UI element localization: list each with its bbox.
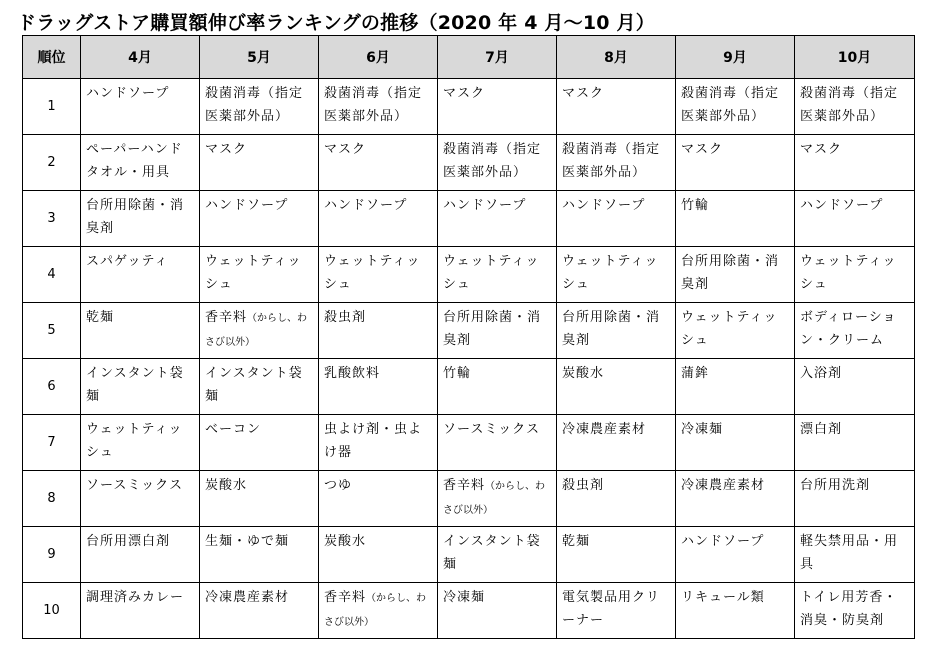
item-label: 台所用洗剤 xyxy=(800,478,871,493)
item-cell xyxy=(557,527,676,583)
item-label: 調理済みカレー xyxy=(86,590,185,605)
item-cell xyxy=(795,303,915,359)
item-cell xyxy=(795,191,915,247)
item-cell xyxy=(81,135,200,191)
column-header-month: 5月 xyxy=(200,36,319,79)
item-cell xyxy=(557,303,676,359)
item-note: （からし、わさび以外） xyxy=(324,593,427,628)
item-label: 冷凍麺 xyxy=(681,422,724,437)
item-label: ハンドソープ xyxy=(324,198,408,213)
item-label: 冷凍麺 xyxy=(443,590,486,605)
item-label: マスク xyxy=(324,142,367,157)
table-row xyxy=(23,247,915,303)
item-cell xyxy=(438,303,557,359)
item-label: 香辛料 xyxy=(205,310,248,325)
item-label: ウェットティッシュ xyxy=(324,254,421,292)
item-label: 漂白剤 xyxy=(800,422,843,437)
item-label: 殺虫剤 xyxy=(324,310,367,325)
rank-cell: 3 xyxy=(23,191,81,247)
item-label: 軽失禁用品・用具 xyxy=(800,534,899,572)
item-label: 殺菌消毒（指定医薬部外品） xyxy=(324,86,423,124)
column-header-month: 7月 xyxy=(438,36,557,79)
item-cell xyxy=(795,415,915,471)
column-header-month: 9月 xyxy=(676,36,795,79)
item-label: ウェットティッシュ xyxy=(443,254,540,292)
item-cell xyxy=(557,247,676,303)
item-label: ハンドソープ xyxy=(562,198,646,213)
item-label: ボディローション・クリーム xyxy=(800,310,897,348)
item-label: インスタント袋麺 xyxy=(443,534,541,572)
column-header-rank: 順位 xyxy=(23,36,81,79)
item-label: ソースミックス xyxy=(86,478,183,493)
page-title: ドラッグストア購買額伸び率ランキングの推移（2020 年 4 月〜10 月） xyxy=(17,12,655,34)
rank-cell: 10 xyxy=(23,583,81,639)
item-cell xyxy=(200,247,319,303)
item-cell xyxy=(200,583,319,639)
item-note: （からし、わさび以外） xyxy=(443,481,546,516)
item-cell xyxy=(438,191,557,247)
item-label: 蒲鉾 xyxy=(681,366,710,381)
ranking-table xyxy=(22,35,915,639)
rank-cell: 4 xyxy=(23,247,81,303)
item-label: 冷凍農産素材 xyxy=(562,422,647,437)
item-cell xyxy=(319,191,438,247)
item-cell xyxy=(200,303,319,359)
item-cell xyxy=(676,191,795,247)
item-label: ウェットティッシュ xyxy=(205,254,302,292)
item-cell xyxy=(81,415,200,471)
item-label: マスク xyxy=(681,142,724,157)
item-label: マスク xyxy=(562,86,605,101)
item-label: 殺菌消毒（指定医薬部外品） xyxy=(800,86,899,124)
item-label: スパゲッティ xyxy=(86,254,169,269)
item-label: インスタント袋麺 xyxy=(86,366,184,404)
table-row xyxy=(23,583,915,639)
item-cell xyxy=(795,359,915,415)
item-label: ハンドソープ xyxy=(86,86,170,101)
item-cell xyxy=(438,415,557,471)
item-label: 竹輪 xyxy=(443,366,472,381)
item-cell xyxy=(438,471,557,527)
item-label: 虫よけ剤・虫よけ器 xyxy=(324,422,423,460)
item-cell xyxy=(81,583,200,639)
item-label: ソースミックス xyxy=(443,422,540,437)
table-row xyxy=(23,527,915,583)
item-label: 台所用除菌・消臭剤 xyxy=(443,310,542,348)
item-cell xyxy=(81,79,200,135)
header-row xyxy=(23,36,915,79)
table-row xyxy=(23,303,915,359)
item-cell xyxy=(676,359,795,415)
rank-cell: 2 xyxy=(23,135,81,191)
item-note: （からし、わさび以外） xyxy=(205,313,308,348)
item-label: リキュール類 xyxy=(681,590,765,605)
item-cell xyxy=(795,583,915,639)
rank-cell: 1 xyxy=(23,79,81,135)
item-cell xyxy=(795,247,915,303)
item-label: 電気製品用クリーナー xyxy=(562,590,661,628)
item-label: つゆ xyxy=(324,478,353,493)
item-cell xyxy=(676,471,795,527)
table-row xyxy=(23,135,915,191)
item-cell xyxy=(319,359,438,415)
item-cell xyxy=(319,527,438,583)
item-cell xyxy=(200,79,319,135)
item-cell xyxy=(438,247,557,303)
item-cell xyxy=(319,583,438,639)
item-cell xyxy=(557,415,676,471)
item-cell xyxy=(557,79,676,135)
item-label: ウェットティッシュ xyxy=(86,422,183,460)
item-label: ベーコン xyxy=(205,422,262,437)
rank-cell: 5 xyxy=(23,303,81,359)
item-cell xyxy=(81,191,200,247)
item-cell xyxy=(795,471,915,527)
item-cell xyxy=(200,135,319,191)
table-row xyxy=(23,415,915,471)
item-cell xyxy=(319,471,438,527)
column-header-month: 8月 xyxy=(557,36,676,79)
item-label: 殺虫剤 xyxy=(562,478,605,493)
item-cell xyxy=(200,359,319,415)
item-cell xyxy=(676,135,795,191)
item-label: 炭酸水 xyxy=(562,366,605,381)
item-label: ウェットティッシュ xyxy=(800,254,897,292)
item-label: マスク xyxy=(800,142,843,157)
item-label: 殺菌消毒（指定医薬部外品） xyxy=(681,86,780,124)
item-label: 殺菌消毒（指定医薬部外品） xyxy=(205,86,304,124)
rank-cell: 7 xyxy=(23,415,81,471)
item-cell xyxy=(200,471,319,527)
rank-cell: 9 xyxy=(23,527,81,583)
item-cell xyxy=(795,135,915,191)
table-row xyxy=(23,191,915,247)
item-cell xyxy=(319,415,438,471)
item-label: ハンドソープ xyxy=(443,198,527,213)
item-label: 香辛料 xyxy=(324,590,367,605)
item-cell xyxy=(438,527,557,583)
item-cell xyxy=(676,79,795,135)
item-cell xyxy=(319,79,438,135)
item-cell xyxy=(557,191,676,247)
table-row xyxy=(23,79,915,135)
item-label: 炭酸水 xyxy=(205,478,248,493)
item-cell xyxy=(676,527,795,583)
item-cell xyxy=(81,471,200,527)
item-cell xyxy=(438,583,557,639)
item-label: 台所用除菌・消臭剤 xyxy=(562,310,661,348)
item-cell xyxy=(200,191,319,247)
item-label: 乾麺 xyxy=(86,310,115,325)
item-label: 殺菌消毒（指定医薬部外品） xyxy=(443,142,542,180)
item-label: 冷凍農産素材 xyxy=(681,478,766,493)
item-cell xyxy=(319,135,438,191)
item-label: 殺菌消毒（指定医薬部外品） xyxy=(562,142,661,180)
rank-cell: 8 xyxy=(23,471,81,527)
item-label: ハンドソープ xyxy=(205,198,289,213)
item-label: 冷凍農産素材 xyxy=(205,590,290,605)
item-cell xyxy=(319,303,438,359)
item-cell xyxy=(438,135,557,191)
column-header-month: 10月 xyxy=(795,36,915,79)
item-cell xyxy=(557,471,676,527)
item-cell xyxy=(438,79,557,135)
table-row xyxy=(23,471,915,527)
item-label: 台所用除菌・消臭剤 xyxy=(86,198,185,236)
item-cell xyxy=(200,527,319,583)
item-cell xyxy=(81,359,200,415)
item-cell xyxy=(81,247,200,303)
item-cell xyxy=(795,527,915,583)
item-label: マスク xyxy=(205,142,248,157)
rank-cell: 6 xyxy=(23,359,81,415)
item-cell xyxy=(676,415,795,471)
item-cell xyxy=(557,359,676,415)
item-cell xyxy=(557,135,676,191)
item-cell xyxy=(676,247,795,303)
item-cell xyxy=(319,247,438,303)
item-cell xyxy=(795,79,915,135)
item-label: 乾麺 xyxy=(562,534,591,549)
item-label: 入浴剤 xyxy=(800,366,843,381)
item-label: 香辛料 xyxy=(443,478,486,493)
table-body xyxy=(23,79,915,639)
item-label: 炭酸水 xyxy=(324,534,367,549)
item-label: 生麺・ゆで麺 xyxy=(205,534,290,549)
item-cell xyxy=(676,583,795,639)
item-label: 竹輪 xyxy=(681,198,710,213)
item-cell xyxy=(81,527,200,583)
item-label: ウェットティッシュ xyxy=(562,254,659,292)
item-cell xyxy=(557,583,676,639)
item-label: ウェットティッシュ xyxy=(681,310,778,348)
item-label: ハンドソープ xyxy=(681,534,765,549)
item-label: ハンドソープ xyxy=(800,198,884,213)
item-label: インスタント袋麺 xyxy=(205,366,303,404)
table-row xyxy=(23,359,915,415)
item-label: 台所用除菌・消臭剤 xyxy=(681,254,780,292)
item-label: 台所用漂白剤 xyxy=(86,534,171,549)
item-label: トイレ用芳香・消臭・防臭剤 xyxy=(800,590,898,628)
item-cell xyxy=(438,359,557,415)
column-header-month: 4月 xyxy=(81,36,200,79)
item-cell xyxy=(200,415,319,471)
column-header-month: 6月 xyxy=(319,36,438,79)
item-label: マスク xyxy=(443,86,486,101)
item-label: 乳酸飲料 xyxy=(324,366,381,381)
item-label: ペーパーハンドタオル・用具 xyxy=(86,142,183,180)
item-cell xyxy=(81,303,200,359)
item-cell xyxy=(676,303,795,359)
